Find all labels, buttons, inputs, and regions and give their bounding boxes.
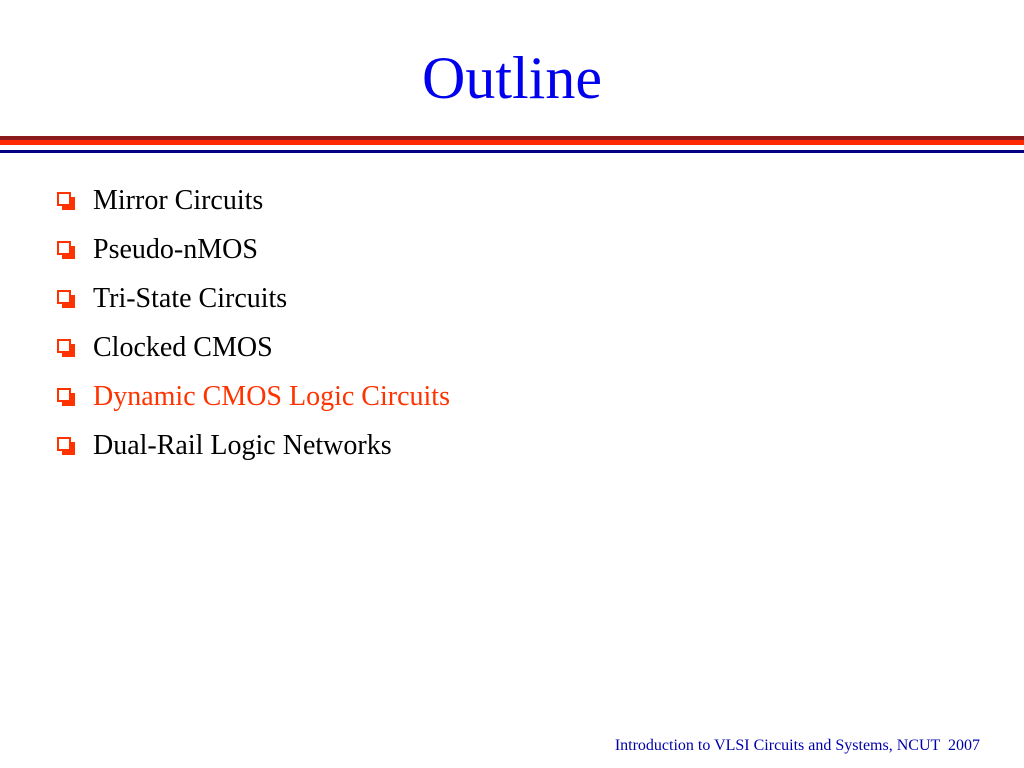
slide-footer: Introduction to VLSI Circuits and Systems, NCUT 2007 [614,737,980,754]
hollow-square-bullet-icon [56,289,76,309]
bullet-label: Mirror Circuits [93,184,264,216]
hollow-square-bullet-icon [56,240,76,260]
bullet-label: Pseudo-nMOS [93,233,258,265]
bullet-label: Dynamic CMOS Logic Circuits [93,380,450,412]
hollow-square-bullet-icon [56,191,76,211]
bullet-label: Dual-Rail Logic Networks [93,429,392,461]
bullet-item-dual-rail-logic-networks [56,421,450,470]
bullet-item-tri-state-circuits [56,274,450,323]
hollow-square-bullet-icon [56,387,76,407]
slide-title: Outline [422,45,602,111]
bullet-label: Clocked CMOS [93,331,273,363]
hollow-square-bullet-icon [56,338,76,358]
bullet-item-mirror-circuits [56,176,450,225]
title-rule-red [0,140,1024,145]
bullet-list [56,176,450,470]
bullet-label: Tri-State Circuits [93,282,288,314]
bullet-item-pseudo-nmos [56,225,450,274]
bullet-item-dynamic-cmos-logic-circuits [56,372,450,421]
title-rule-navy [0,150,1024,153]
bullet-item-clocked-cmos [56,323,450,372]
hollow-square-bullet-icon [56,436,76,456]
